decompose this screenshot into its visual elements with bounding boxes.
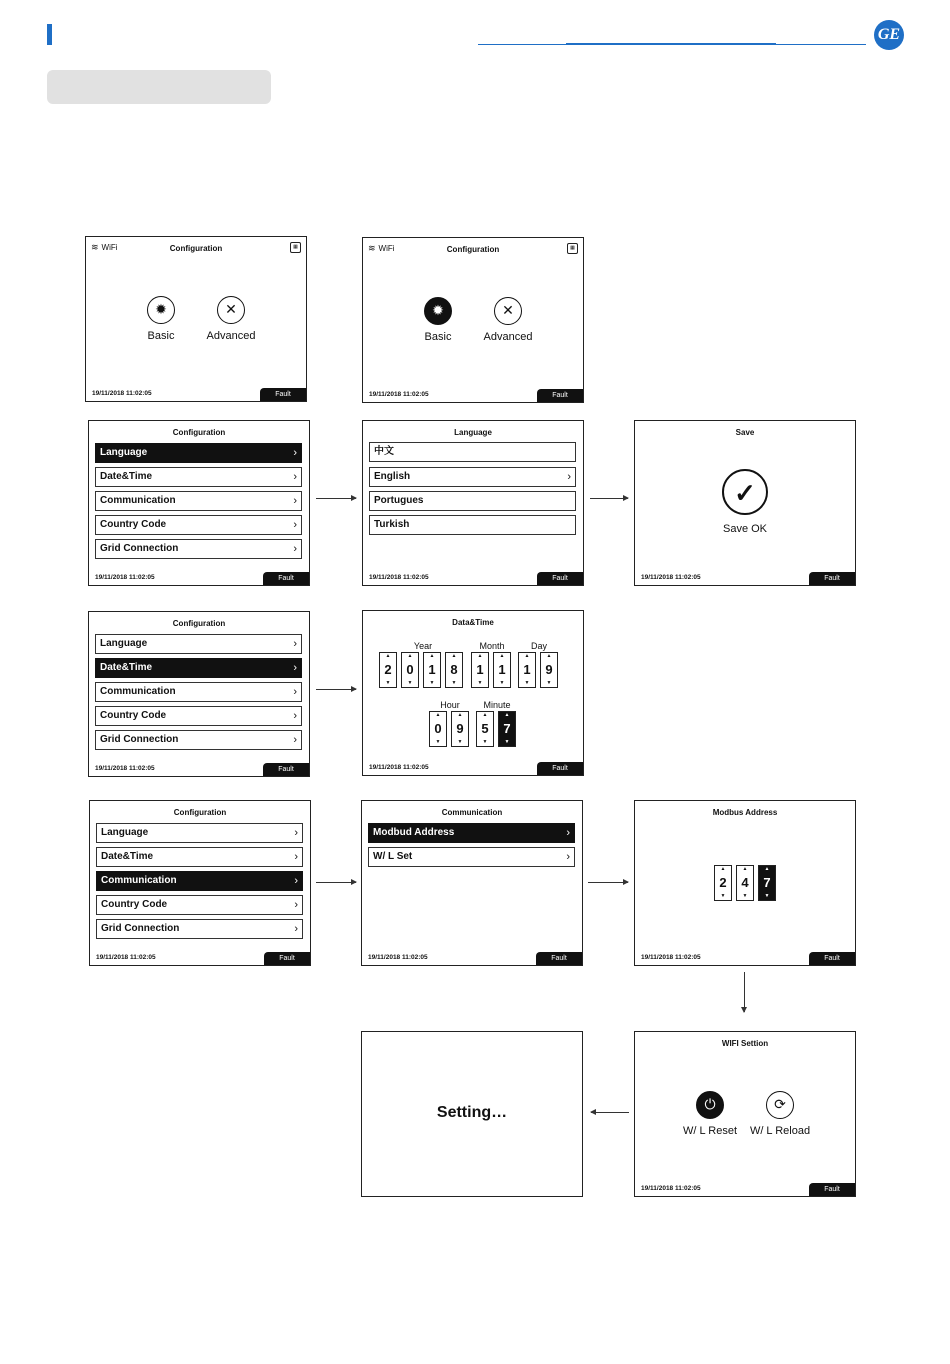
config-screen-basic-selected: [362, 237, 584, 403]
status-datetime: 19/11/2018 11:02:05: [369, 391, 429, 398]
year-digit[interactable]: ▲ 1 ▼: [423, 652, 441, 688]
wifi-status: ≋ WiFi: [368, 243, 395, 253]
ge-logo: GE: [874, 20, 904, 50]
menu-item-language[interactable]: Language ›: [96, 823, 303, 843]
menu-item-datetime[interactable]: Date&Time ›: [95, 467, 302, 487]
chevron-right-icon: ›: [293, 471, 297, 483]
month-digit[interactable]: ▲ 1 ▼: [471, 652, 489, 688]
save-ok-label: Save OK: [722, 523, 768, 535]
section-label-pill: [47, 70, 271, 104]
year-label: Year: [413, 641, 433, 651]
flow-arrow: [316, 882, 356, 883]
flow-arrow-left: [591, 1112, 629, 1113]
menu-item-grid-connection[interactable]: Grid Connection ›: [96, 919, 303, 939]
screen-title: Save: [735, 428, 755, 437]
settings-icon[interactable]: ▦: [567, 243, 578, 254]
language-screen: [362, 420, 584, 586]
chevron-right-icon: ›: [294, 851, 298, 863]
status-datetime: 19/11/2018 11:02:05: [641, 574, 701, 581]
advanced-tools-icon[interactable]: ✕: [217, 296, 245, 324]
status-datetime: 19/11/2018 11:02:05: [369, 574, 429, 581]
hour-digit[interactable]: ▲ 0 ▼: [429, 711, 447, 747]
status-datetime: 19/11/2018 11:02:05: [641, 954, 701, 961]
screen-title: Modbus Address: [712, 808, 778, 817]
wifi-icon: ≋: [368, 243, 376, 253]
minute-digit[interactable]: ▲ 5 ▼: [476, 711, 494, 747]
day-digit[interactable]: ▲ 9 ▼: [540, 652, 558, 688]
menu-item-country-code[interactable]: Country Code ›: [95, 515, 302, 535]
fault-button[interactable]: Fault: [537, 389, 583, 402]
fault-button[interactable]: Fault: [537, 572, 583, 585]
menu-item-communication[interactable]: Communication ›: [95, 682, 302, 702]
day-label: Day: [530, 641, 547, 651]
chevron-right-icon: ›: [566, 827, 570, 839]
address-digit[interactable]: ▲ 2 ▼: [714, 865, 732, 901]
chevron-right-icon: ›: [294, 899, 298, 911]
address-digit[interactable]: ▲ 4 ▼: [736, 865, 754, 901]
chevron-right-icon: ›: [293, 447, 297, 459]
screen-title: Language: [454, 428, 492, 437]
status-datetime: 19/11/2018 11:02:05: [95, 574, 155, 581]
chevron-right-icon: ›: [293, 638, 297, 650]
day-digit[interactable]: ▲ 1 ▼: [518, 652, 536, 688]
menu-item-communication[interactable]: Communication ›: [96, 871, 303, 891]
status-datetime: 19/11/2018 11:02:05: [368, 954, 428, 961]
menu-item-language[interactable]: Language ›: [95, 634, 302, 654]
flow-arrow: [588, 882, 628, 883]
chevron-right-icon: ›: [293, 495, 297, 507]
chevron-right-icon: ›: [294, 923, 298, 935]
chevron-right-icon: ›: [566, 851, 570, 863]
datetime-screen: [362, 610, 584, 776]
wl-reload-label: W/ L Reload: [749, 1125, 811, 1137]
basic-gear-icon[interactable]: ✹: [147, 296, 175, 324]
menu-item-grid-connection[interactable]: Grid Connection ›: [95, 730, 302, 750]
status-datetime: 19/11/2018 11:02:05: [92, 390, 152, 397]
setting-message: Setting…: [436, 1104, 508, 1121]
fault-button[interactable]: Fault: [809, 572, 855, 585]
fault-button[interactable]: Fault: [536, 952, 582, 965]
wifi-icon: ≋: [91, 242, 99, 252]
reload-icon[interactable]: ⟳: [766, 1091, 794, 1119]
wl-reset-label: W/ L Reset: [683, 1125, 737, 1137]
month-label: Month: [479, 641, 505, 651]
chevron-right-icon: ›: [567, 471, 571, 483]
save-screen: [634, 420, 856, 586]
modbus-address-screen: [634, 800, 856, 966]
flow-arrow: [590, 498, 628, 499]
fault-button[interactable]: Fault: [537, 762, 583, 775]
fault-button[interactable]: Fault: [264, 952, 310, 965]
hour-digit[interactable]: ▲ 9 ▼: [451, 711, 469, 747]
chevron-right-icon: ›: [294, 827, 298, 839]
fault-button[interactable]: Fault: [809, 1183, 855, 1196]
flow-arrow: [316, 689, 356, 690]
status-datetime: 19/11/2018 11:02:05: [95, 765, 155, 772]
status-datetime: 19/11/2018 11:02:05: [641, 1185, 701, 1192]
menu-item-datetime[interactable]: Date&Time ›: [95, 658, 302, 678]
language-option-portugues[interactable]: Portugues: [369, 491, 576, 511]
basic-gear-icon[interactable]: ✹: [424, 297, 452, 325]
header-accent-bar: [47, 24, 52, 45]
year-digit[interactable]: ▲ 2 ▼: [379, 652, 397, 688]
flow-arrow-down: [744, 972, 745, 1012]
year-digit[interactable]: ▲ 8 ▼: [445, 652, 463, 688]
year-digit[interactable]: ▲ 0 ▼: [401, 652, 419, 688]
wl-set-item[interactable]: W/ L Set ›: [368, 847, 575, 867]
fault-button[interactable]: Fault: [260, 388, 306, 401]
chevron-right-icon: ›: [293, 519, 297, 531]
fault-button[interactable]: Fault: [809, 952, 855, 965]
minute-label: Minute: [483, 700, 511, 710]
advanced-label: Advanced: [483, 331, 533, 343]
status-datetime: 19/11/2018 11:02:05: [369, 764, 429, 771]
screen-title: Configuration: [169, 244, 223, 253]
menu-item-country-code[interactable]: Country Code ›: [96, 895, 303, 915]
fault-button[interactable]: Fault: [263, 572, 309, 585]
setting-screen: [361, 1031, 583, 1197]
menu-item-communication[interactable]: Communication ›: [95, 491, 302, 511]
month-digit[interactable]: ▲ 1 ▼: [493, 652, 511, 688]
flow-arrow: [316, 498, 356, 499]
screen-title: WIFI Settion: [721, 1039, 769, 1048]
communication-screen: [361, 800, 583, 966]
status-datetime: 19/11/2018 11:02:05: [96, 954, 156, 961]
language-option-turkish[interactable]: Turkish: [369, 515, 576, 535]
settings-icon[interactable]: ▦: [290, 242, 301, 253]
screen-title: Data&Time: [452, 618, 494, 627]
config-screen: [85, 236, 307, 402]
screen-title: Configuration: [446, 245, 500, 254]
hour-label: Hour: [440, 700, 460, 710]
menu-item-language[interactable]: Language ›: [95, 443, 302, 463]
menu-item-datetime[interactable]: Date&Time ›: [96, 847, 303, 867]
screen-title: Configuration: [172, 619, 226, 628]
chevron-right-icon: ›: [293, 662, 297, 674]
fault-button[interactable]: Fault: [263, 763, 309, 776]
screen-title: Communication: [441, 808, 503, 817]
advanced-label: Advanced: [206, 330, 256, 342]
menu-item-grid-connection[interactable]: Grid Connection ›: [95, 539, 302, 559]
modbus-address-item[interactable]: Modbud Address ›: [368, 823, 575, 843]
header-rule-accent: [566, 43, 776, 45]
config-menu-datetime: [88, 611, 310, 777]
wifi-status: ≋ WiFi: [91, 242, 118, 252]
chevron-right-icon: ›: [293, 686, 297, 698]
address-digit-selected[interactable]: ▲ 7 ▼: [758, 865, 776, 901]
language-option-english[interactable]: English ›: [369, 467, 576, 487]
menu-item-country-code[interactable]: Country Code ›: [95, 706, 302, 726]
basic-label: Basic: [424, 331, 452, 343]
chevron-right-icon: ›: [293, 710, 297, 722]
check-icon: ✓: [722, 469, 768, 515]
chevron-right-icon: ›: [293, 734, 297, 746]
advanced-tools-icon[interactable]: ✕: [494, 297, 522, 325]
chevron-right-icon: ›: [294, 875, 298, 887]
power-icon[interactable]: ⏻: [696, 1091, 724, 1119]
screen-title: Configuration: [172, 428, 226, 437]
screen-title: Configuration: [173, 808, 227, 817]
chevron-right-icon: ›: [293, 543, 297, 555]
wifi-setting-screen: [634, 1031, 856, 1197]
basic-label: Basic: [147, 330, 175, 342]
config-menu-language: [88, 420, 310, 586]
config-menu-communication: [89, 800, 311, 966]
language-option-chinese[interactable]: 中文: [369, 442, 576, 462]
minute-digit-selected[interactable]: ▲ 7 ▼: [498, 711, 516, 747]
